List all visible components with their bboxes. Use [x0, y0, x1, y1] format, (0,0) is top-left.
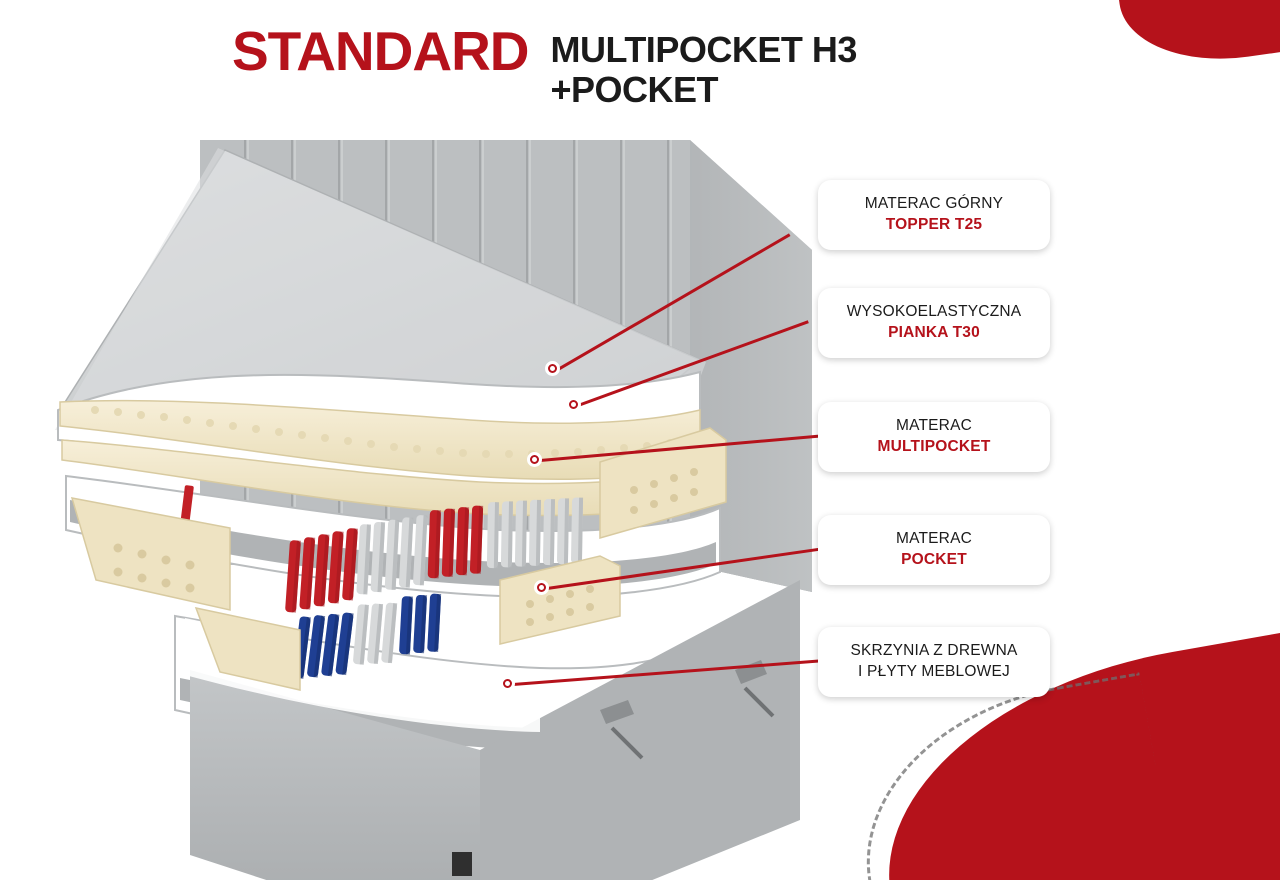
callout-pocket-line1: MATERAC: [895, 530, 973, 547]
callout-topper-line1: MATERAC GÓRNY: [864, 195, 1004, 212]
callout-foam-line1: WYSOKOELASTYCZNA: [846, 303, 1022, 320]
callout-box-line2: I PŁYTY MEBLOWEJ: [858, 662, 1010, 680]
callout-topper[interactable]: [818, 180, 1050, 250]
decorative-corner-top-right: [1113, 0, 1280, 73]
anchor-dot-multipocket: [527, 452, 542, 467]
callout-pocket[interactable]: [818, 515, 1050, 585]
callout-topper-line2: TOPPER T25: [885, 215, 983, 233]
title-subtitle: MULTIPOCKET H3 +POCKET: [550, 29, 857, 111]
callout-pocket-line2: POCKET: [901, 550, 967, 568]
callout-box-line1: SKRZYNIA Z DREWNA: [850, 642, 1018, 659]
title-main: STANDARD: [232, 20, 529, 82]
bed-cutaway-illustration: [0, 110, 900, 880]
anchor-dot-topper: [545, 361, 560, 376]
callout-box[interactable]: [818, 627, 1050, 697]
callout-foam[interactable]: [818, 288, 1050, 358]
callout-foam-line2: PIANKA T30: [888, 323, 980, 341]
anchor-dot-foam: [566, 397, 581, 412]
page-title: [232, 20, 951, 111]
callout-multipocket[interactable]: [818, 402, 1050, 472]
callout-multipocket-line2: MULTIPOCKET: [877, 437, 991, 455]
anchor-dot-box: [500, 676, 515, 691]
callout-multipocket-line1: MATERAC: [895, 417, 973, 434]
anchor-dot-pocket: [534, 580, 549, 595]
